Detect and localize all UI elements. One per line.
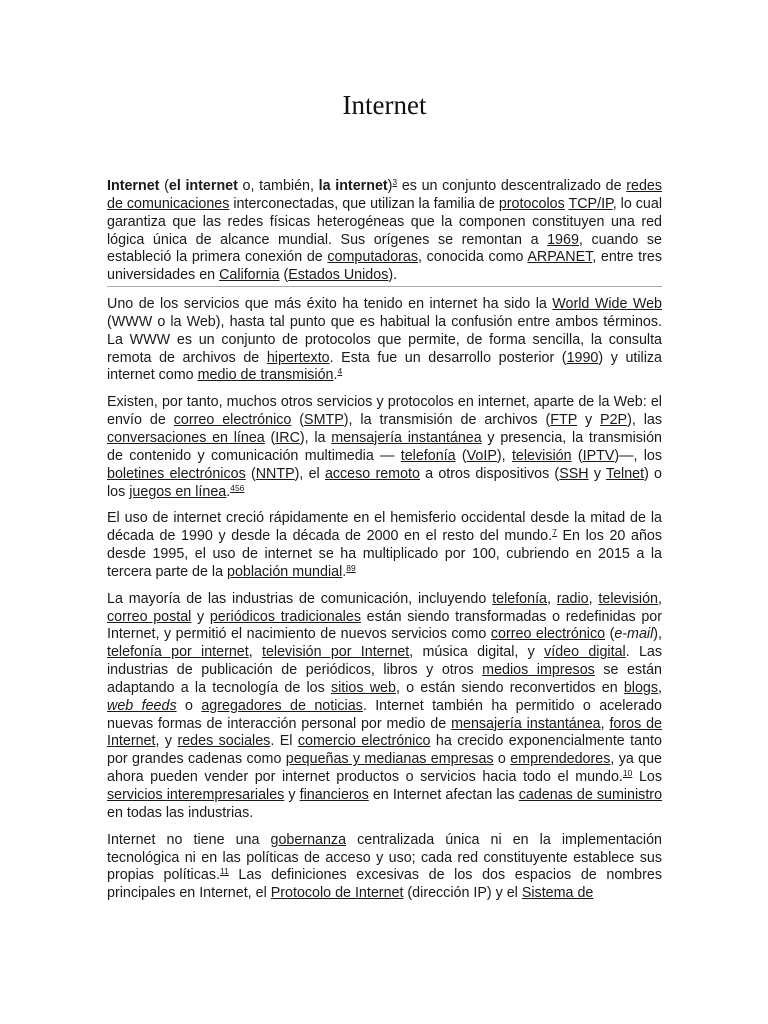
article-link[interactable]: protocolos — [498, 195, 565, 212]
citation-superscript — [220, 866, 229, 876]
text-run: . — [342, 563, 347, 580]
text-run: y — [284, 787, 300, 803]
article-link[interactable]: mensajería instantánea — [451, 715, 601, 732]
text-run: ) o los — [107, 465, 663, 500]
text-run: , lo cual garantiza que las redes físicas heterogéneas que la componen constituyen una red lógica única de alcance mundial. Sus orígenes se remontan a — [107, 195, 663, 248]
article-link[interactable]: TCP/IP — [568, 195, 613, 212]
text-run: centralizada única ni en la implementación tecnológica ni en las políticas de acceso y uso; cada red constituyente establece sus propias políticas. — [107, 831, 662, 884]
text-run: ( — [279, 267, 289, 284]
article-link[interactable]: agregadores de noticias — [201, 697, 363, 714]
article-link[interactable]: Protocolo de Internet — [270, 885, 404, 902]
text-run: se están adaptando a la tecnología de los — [107, 662, 662, 696]
text-run: y — [577, 412, 601, 429]
bold-term: Internet — [107, 178, 160, 194]
text-run: , música digital, y — [409, 644, 545, 661]
text-run: . Esta fue un desarrollo posterior ( — [329, 349, 567, 366]
article-link[interactable]: servicios interempresariales — [107, 787, 285, 803]
text-run: , — [248, 644, 262, 661]
text-run: , — [547, 590, 557, 607]
text-run: y — [191, 608, 210, 625]
article-link[interactable]: acceso remoto — [324, 465, 420, 482]
services-paragraph — [107, 394, 662, 501]
text-run: La mayoría de las industrias de comunicación, incluyendo — [107, 590, 493, 607]
industries-paragraph — [107, 591, 662, 823]
reference-link[interactable]: 7 — [552, 527, 557, 538]
article-link[interactable]: 1990 — [566, 349, 599, 366]
text-run: , ya que ahora pueden vender por internet productos o servicios hacia todo el mundo. — [107, 751, 663, 786]
article-link[interactable]: IRC — [275, 429, 300, 446]
article-link[interactable]: financieros — [299, 787, 369, 803]
reference-link[interactable]: 456 — [230, 482, 245, 493]
article-link[interactable]: medio de transmisión — [197, 367, 334, 384]
text-run: , entre tres universidades en — [107, 249, 662, 284]
article-link[interactable]: SSH — [559, 465, 589, 482]
article-link[interactable]: correo electrónico — [173, 412, 292, 429]
article-link[interactable]: telefonía — [400, 447, 456, 464]
article-link[interactable]: juegos en línea — [129, 483, 227, 500]
article-link[interactable]: telefonía — [492, 590, 547, 607]
text-run: )—, los — [614, 447, 663, 464]
text-run: . — [226, 483, 231, 500]
text-run: ), — [653, 626, 663, 643]
text-run: en todas las industrias. — [107, 804, 254, 821]
text-run: es un conjunto descentralizado de — [397, 178, 627, 194]
text-run: ), — [496, 447, 512, 464]
text-run: ( — [291, 412, 305, 429]
article-link[interactable]: ARPANET — [527, 249, 593, 266]
reference-link[interactable]: 4 — [337, 366, 343, 377]
article-link[interactable]: emprendedores — [510, 751, 611, 768]
article-link[interactable]: P2P — [600, 412, 628, 429]
document-page — [107, 88, 662, 903]
text-run: o, también, — [237, 178, 319, 194]
article-link[interactable]: correo electrónico — [490, 626, 606, 643]
text-run: ). — [388, 267, 398, 284]
text-run: o — [176, 697, 202, 714]
text-run: , y — [155, 733, 178, 750]
article-link[interactable]: VoIP — [466, 447, 497, 464]
article-link[interactable]: comercio electrónico — [297, 733, 431, 750]
text-run: . Las industrias de publicación de periódicos, libros y otros — [107, 644, 662, 679]
article-link[interactable]: SMTP — [304, 412, 344, 429]
article-link[interactable]: California — [219, 267, 280, 284]
text-run: Internet no tiene una — [107, 831, 271, 848]
governance-paragraph — [107, 832, 662, 903]
text-run: y presencia, la transmisión de contenido y comunicación multimedia — — [107, 429, 663, 464]
text-run: ( — [455, 447, 467, 464]
text-run: En los 20 años desde 1995, el uso de internet se ha multiplicado por 100, cubriendo en 2015 a la tercera parte de la — [107, 528, 662, 580]
text-run: (WWW o la Web), hasta tal punto que es habitual la confusión entre ambos términos. La WWW es un conjunto de protocolos que permite, de forma sencilla, la consulta remota de archivos de — [107, 313, 662, 366]
article-link[interactable]: sitios web — [330, 679, 396, 696]
article-link[interactable]: cadenas de suministro — [518, 787, 663, 803]
text-run: , conocida como — [418, 249, 528, 266]
citation-superscript — [623, 768, 632, 778]
text-run: Los — [632, 769, 662, 786]
text-run: ( — [264, 429, 276, 446]
text-run: en Internet afectan las — [368, 787, 519, 803]
growth-paragraph — [107, 510, 662, 581]
text-run: a otros dispositivos ( — [419, 465, 560, 482]
text-run: ), la transmisión de archivos ( — [343, 412, 551, 429]
text-run: ( — [245, 465, 256, 482]
bold-term: la internet — [318, 178, 388, 194]
article-link[interactable]: telefonía por internet — [107, 644, 249, 661]
citation-superscript — [337, 366, 342, 376]
article-link[interactable]: boletines electrónicos — [107, 465, 246, 482]
text-run: Uno de los servicios que más éxito ha tenido en internet ha sido la — [107, 296, 553, 313]
text-run: ) y utiliza internet como — [107, 349, 662, 384]
article-link[interactable]: conversaciones en línea — [107, 429, 265, 446]
article-link[interactable]: blogs — [623, 679, 659, 696]
text-run: ( — [159, 178, 169, 194]
article-link[interactable]: población mundial — [227, 563, 343, 580]
article-link[interactable]: 1969 — [547, 231, 579, 248]
article-link[interactable]: computadoras — [327, 249, 419, 266]
text-run: , o están siendo reconvertidos en — [395, 679, 624, 696]
text-run: , — [658, 590, 662, 607]
article-link[interactable]: IPTV — [582, 447, 615, 464]
article-link[interactable]: televisión — [511, 447, 572, 464]
text-run: , — [658, 679, 663, 696]
text-run: , — [588, 590, 599, 607]
reference-link[interactable]: 10 — [622, 768, 633, 779]
article-link[interactable]: web feeds — [107, 697, 177, 714]
www-paragraph — [107, 296, 662, 385]
text-run: ha crecido exponencialmente tanto por grandes cadenas como — [107, 733, 662, 768]
reference-link[interactable]: 89 — [346, 562, 356, 573]
article-link[interactable]: Estados Unidos — [288, 267, 389, 284]
article-link[interactable]: World Wide Web — [552, 296, 662, 313]
italic-term: e-mail — [614, 626, 654, 643]
reference-link[interactable]: 3 — [392, 177, 398, 187]
text-run: ), las — [627, 412, 663, 429]
text-run: ( — [605, 626, 615, 643]
text-run: Las definiciones excesivas de los dos espacios de nombres principales en Internet, el — [107, 867, 662, 902]
text-run: ) — [387, 178, 393, 194]
page-title: Internet — [342, 90, 427, 120]
citation-superscript — [230, 483, 244, 493]
text-run: o — [493, 751, 511, 768]
article-link[interactable]: medios impresos — [482, 662, 595, 679]
article-link[interactable]: Telnet — [605, 465, 645, 482]
article-link[interactable]: foros de Internet — [107, 715, 662, 750]
text-run: , cuando se estableció la primera conexión de — [107, 231, 663, 266]
article-link[interactable]: FTP — [550, 412, 578, 429]
article-link[interactable]: televisión por Internet — [261, 644, 410, 661]
text-run: El uso de internet creció rápidamente en el hemisferio occidental desde la mitad de la década de 1990 y desde la década de 2000 en el resto del mundo. — [107, 510, 662, 545]
intro-paragraph — [107, 178, 662, 287]
article-link[interactable]: redes sociales — [177, 733, 271, 750]
reference-link[interactable]: 11 — [219, 866, 229, 877]
article-link[interactable]: NNTP — [255, 465, 295, 482]
text-run: ), el — [294, 465, 325, 482]
text-run: están siendo transformadas o redefinidas por Internet, y permitió el nacimiento de nuevos servicios como — [107, 608, 663, 643]
article-link[interactable]: gobernanza — [270, 831, 347, 848]
article-body — [107, 178, 662, 903]
article-link[interactable]: radio — [556, 590, 589, 607]
text-run: (dirección IP) y el — [403, 885, 522, 902]
text-run: , — [600, 715, 610, 732]
article-link[interactable]: televisión — [598, 590, 658, 607]
text-run: . Internet también ha permitido o acelerado nuevas formas de interacción personal por medio de — [107, 697, 662, 732]
text-run: ( — [571, 447, 583, 464]
bold-term: el internet — [168, 178, 238, 194]
article-link[interactable]: periódicos tradicionales — [209, 608, 361, 625]
article-link[interactable]: correo postal — [107, 608, 192, 625]
text-run: . El — [270, 733, 298, 750]
article-link[interactable]: redes de comunicaciones — [107, 178, 662, 212]
article-link[interactable]: mensajería instantánea — [331, 429, 482, 446]
text-run: interconectadas, que utilizan la familia de — [229, 195, 499, 212]
text-run: ), la — [299, 429, 332, 446]
text-run: . — [333, 367, 338, 384]
text-run: Existen, por tanto, muchos otros servicios y protocolos en internet, aparte de la Web: el envío de — [107, 394, 662, 429]
citation-superscript — [346, 563, 355, 573]
text-run: y — [588, 465, 606, 482]
article-link[interactable]: hipertexto — [266, 349, 330, 366]
article-link[interactable]: Sistema de — [521, 885, 594, 902]
article-link[interactable]: vídeo digital — [544, 644, 626, 661]
article-link[interactable]: pequeñas y medianas empresas — [285, 751, 494, 768]
